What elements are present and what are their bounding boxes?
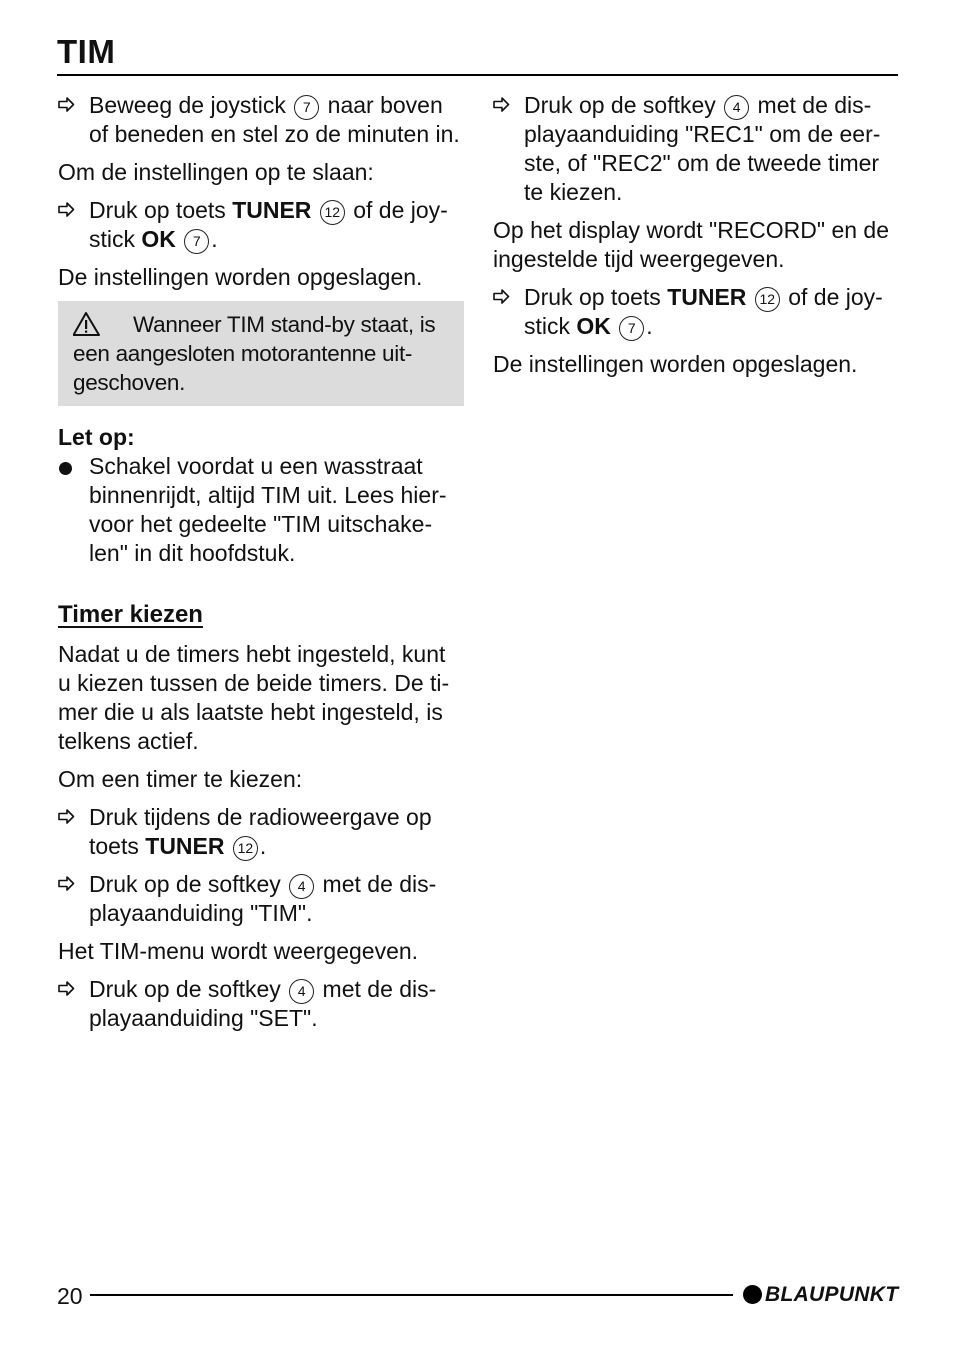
bullet-dot-icon <box>59 462 72 475</box>
step-text: Beweeg de joystick <box>89 92 286 118</box>
step-arrow-icon <box>58 875 75 892</box>
key-label-tuner: TUNER <box>667 284 747 310</box>
step-text: Druk op de softkey <box>89 976 281 1002</box>
warning-triangle-icon <box>73 311 133 337</box>
step-arrow-icon <box>58 201 75 218</box>
step-arrow-icon <box>58 980 75 997</box>
step-tuner-ok <box>58 196 464 254</box>
step-text: Druk op toets <box>89 197 226 223</box>
key-label-tuner: TUNER <box>145 833 225 859</box>
warning-box <box>58 301 464 406</box>
step-text: of de joy-stick <box>524 284 883 339</box>
step-text: Druk op de softkey <box>524 92 716 118</box>
page-number: 20 <box>57 1283 83 1309</box>
key-number: 4 <box>289 979 314 1004</box>
left-column <box>58 91 464 1042</box>
right-column <box>493 91 899 388</box>
step-text: met de dis-playaanduiding "TIM". <box>89 871 437 926</box>
step-arrow-icon <box>58 96 75 113</box>
key-number: 12 <box>320 200 345 225</box>
save-intro: Om de instellingen op te slaan: <box>58 159 374 185</box>
footer-rule <box>90 1294 733 1296</box>
key-number: 7 <box>294 95 319 120</box>
choose-intro: Om een timer te kiezen: <box>58 766 303 792</box>
step-text: Druk tijdens de radioweergave op toets <box>89 804 432 859</box>
key-number: 7 <box>184 229 209 254</box>
key-number: 12 <box>233 836 258 861</box>
note-text: Schakel voordat u een wasstraat binnenrijdt, altijd TIM uit. Lees hier-voor het gedeelte "TIM uitschake-len" in dit hoofdstuk. <box>89 453 447 566</box>
step-text: met de dis-playaanduiding "REC1" om de eer-ste, of "REC2" om de tweede timer te kiezen. <box>524 92 881 205</box>
step-softkey-rec <box>493 91 899 207</box>
step-text: . <box>646 313 653 339</box>
brand-logo <box>743 1283 899 1307</box>
key-number: 4 <box>289 874 314 899</box>
note-label: Let op: <box>58 424 135 450</box>
key-number: 7 <box>619 316 644 341</box>
key-number: 4 <box>724 95 749 120</box>
key-label-tuner: TUNER <box>232 197 312 223</box>
step-radio <box>58 803 464 861</box>
step-text: . <box>211 226 218 252</box>
step-softkey-tim <box>58 870 464 928</box>
tim-menu-text: Het TIM-menu wordt weergegeven. <box>58 938 419 964</box>
subheading-timer: Timer kiezen <box>58 601 203 628</box>
key-label-ok: OK <box>141 226 176 252</box>
note-item <box>58 452 464 568</box>
key-number: 12 <box>755 287 780 312</box>
step-text: naar boven of beneden en stel zo de minuten in. <box>89 92 460 147</box>
record-text: Op het display wordt "RECORD" en de ingestelde tijd weergegeven. <box>493 217 889 272</box>
step-text: . <box>259 833 267 859</box>
title-rule <box>57 74 898 76</box>
step-arrow-icon <box>493 96 510 113</box>
timer-intro: Nadat u de timers hebt ingesteld, kunt u kiezen tussen de beide timers. De ti-mer die u als laatste hebt ingesteld, is telkens actief. <box>58 641 450 754</box>
warning-text: Wanneer TIM stand-by staat, is een aangesloten motorantenne uit-geschoven. <box>73 312 436 395</box>
section-title: TIM <box>57 33 116 70</box>
saved-text: De instellingen worden opgeslagen. <box>58 264 423 290</box>
brand-name: BLAUPUNKT <box>765 1283 899 1306</box>
step-text: of de joy-stick <box>89 197 448 252</box>
step-joystick <box>58 91 464 149</box>
step-tuner-ok <box>493 283 899 341</box>
logo-dot-icon <box>743 1285 762 1304</box>
step-softkey-set <box>58 975 464 1033</box>
step-arrow-icon <box>493 288 510 305</box>
key-label-ok: OK <box>576 313 611 339</box>
step-text: Druk op toets <box>524 284 661 310</box>
step-text: met de dis-playaanduiding "SET". <box>89 976 437 1031</box>
step-arrow-icon <box>58 808 75 825</box>
step-text: Druk op de softkey <box>89 871 281 897</box>
saved-text: De instellingen worden opgeslagen. <box>493 351 858 377</box>
